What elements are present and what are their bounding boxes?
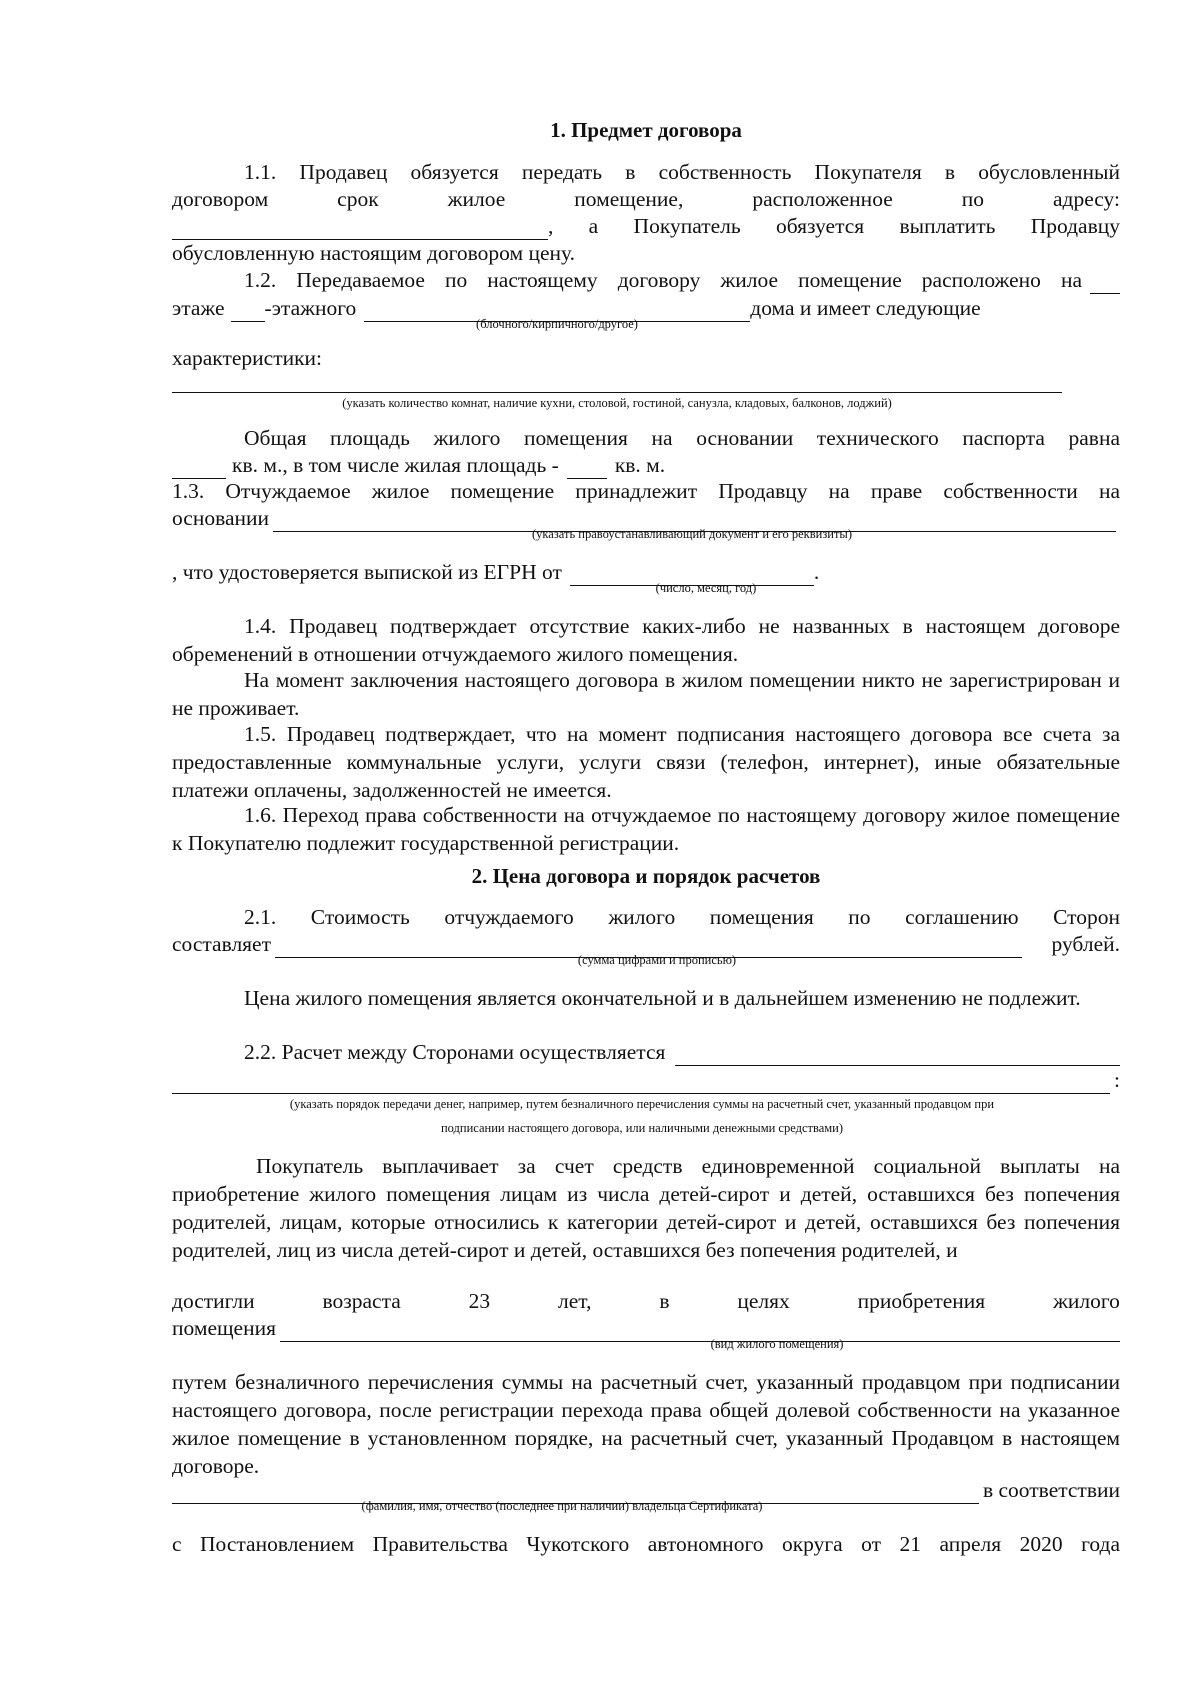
clause-1-1-line2: [172, 185, 1120, 213]
settlement-caption-1: (указать порядок передачи денег, например, путем безналичного перечисления суммы на расчетный счет, указанный продавцом при: [289, 1097, 995, 1111]
word: срок: [337, 187, 379, 211]
owner-caption: (фамилия, имя, отчество (последнее при наличии) владельца Сертификата): [361, 1499, 763, 1513]
document-page: [172, 0, 1120, 1698]
buyer-payment: Покупатель выплачивает за счет средств единовременной социальной выплаты на приобретение жилого помещения лицам из числа детей-сирот и детей, оставшихся без попечения родителей, лицам, которые относились к категории детей-сирот и детей, оставшихся без попечения родителей, лиц из числа детей-сирот и детей, оставшихся без попечения родителей, и: [172, 1154, 1120, 1262]
accord-label: в соответствии: [982, 1478, 1120, 1502]
word: по: [848, 905, 871, 929]
clause-2-2-line1: [172, 1038, 1120, 1066]
floor-blank[interactable]: [1090, 273, 1120, 294]
area-label: кв. м., в том числе жилая площадь -: [232, 453, 559, 477]
word: соглашению: [905, 905, 1019, 929]
settlement-caption-2: подписании настоящего договора, или наличными денежными средствами): [440, 1121, 844, 1135]
price-final: Цена жилого помещения является окончательной и в дальнейшем изменению не подлежит.: [244, 986, 1081, 1010]
storeys-label: -этажного: [264, 296, 357, 320]
clause-1-2-text: 1.2. Передаваемое по настоящему договору жилое помещение расположено на: [244, 268, 1082, 292]
title-document-caption: (указать правоустанавливающий документ и его реквизиты): [532, 527, 852, 541]
house-label: дома и имеет следующие: [750, 296, 981, 320]
area-line2: [172, 451, 1120, 479]
characteristics-line[interactable]: [172, 392, 1062, 393]
clause-1-3-line1: 1.3. Отчуждаемое жилое помещение принадлежит Продавцу на праве собственности на: [172, 479, 1120, 503]
premises-label: помещения: [172, 1316, 276, 1340]
settlement-blank-2[interactable]: [172, 1073, 1110, 1094]
clause-1-4b: На момент заключения настоящего договора в жилом помещении никто не зарегистрирован и не проживает.: [172, 668, 1120, 720]
floor-label: этаже: [172, 296, 225, 320]
settlement-label: 2.2. Расчет между Сторонами осуществляется: [244, 1040, 666, 1064]
basis-label: основании: [172, 506, 270, 530]
word: лет,: [558, 1289, 592, 1313]
clause-2-2-line2: [172, 1066, 1120, 1094]
word: адресу:: [1052, 187, 1120, 211]
word: по: [961, 187, 984, 211]
transfer-terms: путем безналичного перечисления суммы на расчетный счет, указанный продавцом при подписании настоящего договора, после регистрации перехода права общей долевой собственности на указанное жилое помещение в установленном порядке, на расчетный счет, указанный Продавцом в настоящем договоре.: [172, 1370, 1120, 1478]
word: 23: [468, 1289, 491, 1313]
colon: :: [1114, 1068, 1120, 1092]
word: отчуждаемого: [444, 905, 574, 929]
area-unit: кв. м.: [614, 453, 666, 477]
word: помещения: [709, 905, 814, 929]
living-area-blank[interactable]: [567, 458, 607, 479]
clause-1-1-line4: обусловленную настоящим договором цену.: [172, 241, 576, 265]
clause-1-2-line1: [172, 266, 1120, 294]
clause-1-6: 1.6. Переход права собственности на отчуждаемое по настоящему договору жилое помещение к Покупателю подлежит государственной регистрации.: [172, 803, 1120, 855]
characteristics-label: характеристики:: [172, 346, 323, 370]
currency-label: рублей.: [1051, 932, 1120, 956]
word: приобретения: [857, 1289, 986, 1313]
egrn-date-caption: (число, месяц, год): [655, 581, 757, 595]
word: договором: [172, 187, 269, 211]
total-area-blank[interactable]: [172, 458, 226, 479]
storeys-blank[interactable]: [231, 301, 265, 322]
word: достигли: [172, 1289, 255, 1313]
clause-2-1-line1: [172, 903, 1120, 931]
word: расположенное: [752, 187, 893, 211]
section-1-heading: 1. Предмет договора: [550, 118, 742, 142]
buyer-line7: [172, 1314, 1120, 1342]
word: жилого: [608, 905, 676, 929]
word: 2.1.: [244, 905, 277, 929]
period: .: [813, 560, 820, 584]
clause-1-5: 1.5. Продавец подтверждает, что на момент подписания настоящего договора все счета за предоставленные коммунальные услуги, услуги связи (телефон, интернет), иные обязательные платежи оплачены, задолженностей не имеется.: [172, 722, 1120, 802]
word: в: [659, 1289, 670, 1313]
word: Сторон: [1053, 905, 1120, 929]
word: помещение,: [574, 187, 684, 211]
word: возраста: [322, 1289, 401, 1313]
amount-label: составляет: [172, 932, 271, 956]
address-blank[interactable]: [172, 219, 548, 240]
buyer-line6: [172, 1287, 1120, 1315]
egrn-text: , что удостоверяется выпиской из ЕГРН от: [172, 560, 562, 584]
clause-1-1-line1: 1.1. Продавец обязуется передать в собственность Покупателя в обусловленный: [244, 160, 1120, 184]
settlement-blank-1[interactable]: [675, 1045, 1120, 1066]
word: целях: [737, 1289, 790, 1313]
characteristics-caption: (указать количество комнат, наличие кухни, столовой, гостиной, санузла, кладовых, балконов, лоджий): [342, 396, 892, 410]
clause-1-1-line3: [172, 212, 1120, 240]
section-2-heading: 2. Цена договора и порядок расчетов: [471, 864, 821, 888]
clause-1-1-text: , а Покупатель обязуется выплатить Продавцу: [548, 214, 1120, 238]
resolution-line: с Постановлением Правительства Чукотского автономного округа от 21 апреля 2020 года: [172, 1532, 1120, 1556]
area-line1: Общая площадь жилого помещения на основании технического паспорта равна: [244, 426, 1120, 450]
word: жилого: [1053, 1289, 1120, 1313]
house-type-caption: (блочного/кирпичного/другое): [476, 317, 638, 331]
word: Стоимость: [310, 905, 410, 929]
clause-1-4: 1.4. Продавец подтверждает отсутствие каких-либо не названных в настоящем договоре обременений в отношении отчуждаемого жилого помещения.: [172, 614, 1120, 666]
word: жилое: [447, 187, 506, 211]
amount-caption: (сумма цифрами и прописью): [577, 953, 737, 967]
premises-type-caption: (вид жилого помещения): [710, 1337, 844, 1351]
